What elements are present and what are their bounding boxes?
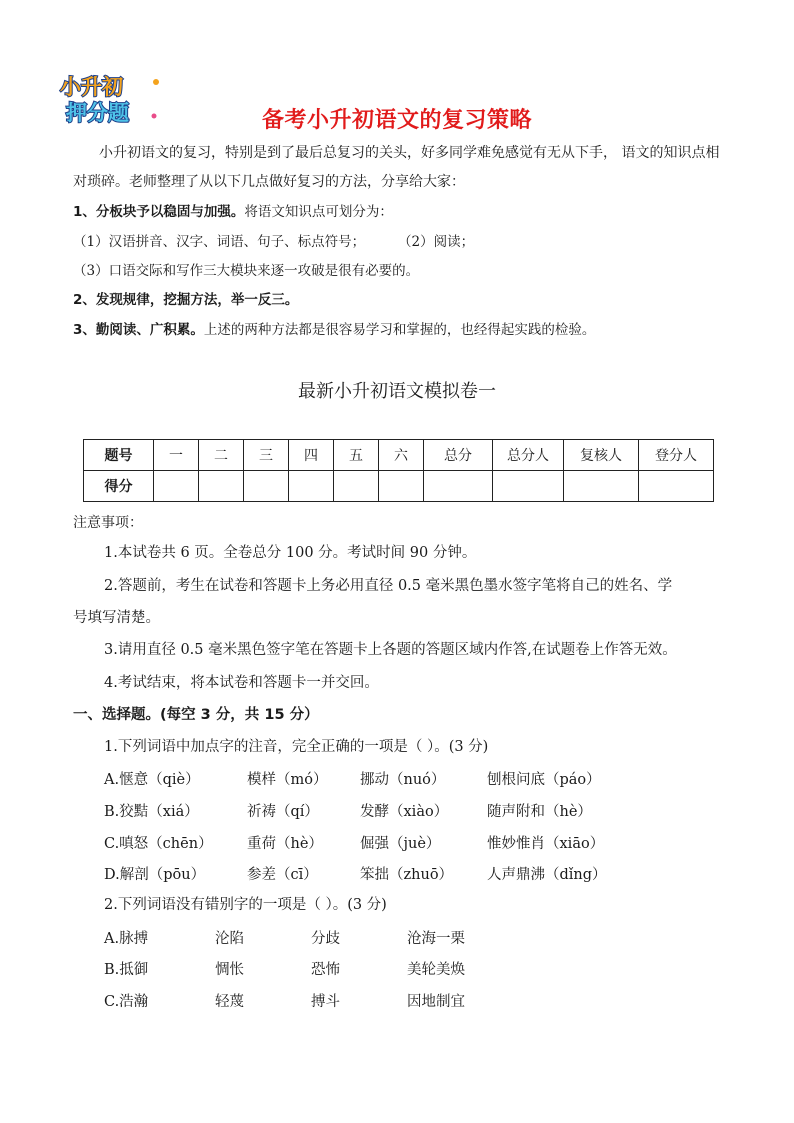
score-cell[interactable] [379,471,424,502]
score-cell[interactable] [334,471,379,502]
logo-line1: 小升初 [60,75,123,99]
tip-1-c: （3）口语交际和写作三大模块来逐一攻破是很有必要的。 [73,263,420,279]
section-1-heading: 一、选择题。(每空 3 分，共 15 分） [73,707,319,723]
score-cell[interactable] [244,471,289,502]
header-cell: 题号 [84,440,154,471]
score-cell[interactable] [564,471,639,502]
header-cell: 二 [199,440,244,471]
notice-item-4: 4.考试结束，将本试卷和答题卡一并交回。 [104,675,379,691]
q1-option-c-word: 重荷（hè） [247,836,323,852]
q2-option-a-word: 分歧 [311,931,340,947]
q1-option-d[interactable]: D.解剖（pōu） [104,867,206,883]
notice-item-3: 3.请用直径 0.5 毫米黑色签字笔在答题卡上各题的答题区域内作答,在试题卷上作答无效。 [104,642,677,658]
question-2-stem: 2.下列词语没有错别字的一项是（ ）。(3 分) [104,897,387,913]
header-cell: 六 [379,440,424,471]
tip-1-b: （2）阅读； [398,234,475,250]
tip-1 [73,202,393,222]
q1-option-c[interactable]: C.嗔怒（chēn） [104,836,213,852]
q2-option-b-word: 恐怖 [311,962,340,978]
header-cell: 总分人 [493,440,564,471]
score-cell[interactable] [639,471,714,502]
tip-3 [73,320,595,340]
q2-option-c-word: 搏斗 [311,994,340,1010]
q1-option-b-word: 发酵（xiào） [360,804,449,820]
score-cell[interactable] [493,471,564,502]
q2-option-c-word: 轻蔑 [215,994,244,1010]
score-row-label: 得分 [84,471,154,502]
score-table-score-row [84,471,714,502]
header-cell: 登分人 [639,440,714,471]
notice-item-2b: 号填写清楚。 [73,610,160,626]
header-cell: 五 [334,440,379,471]
intro-line-2: 对琐碎。老师整理了从以下几点做好复习的方法，分享给大家： [73,174,465,190]
header-cell: 总分 [424,440,493,471]
question-1-stem: 1.下列词语中加点字的注音，完全正确的一项是（ ）。(3 分) [104,739,489,755]
q2-option-b-word: 惆怅 [215,962,244,978]
header-cell: 一 [154,440,199,471]
exam-title: 最新小升初语文模拟卷一 [298,381,496,402]
score-cell[interactable] [424,471,493,502]
score-cell[interactable] [289,471,334,502]
logo-line2: 押分题 [66,101,129,125]
tip-3-bold: 3、勤阅读、广积累。 [73,322,204,338]
tip-3-rest: 上述的两种方法都是很容易学习和掌握的，也经得起实践的检验。 [203,322,596,338]
score-cell[interactable] [154,471,199,502]
q1-option-c-word: 倔强（juè） [360,836,441,852]
header-cell: 复核人 [564,440,639,471]
q1-option-b[interactable]: B.狡黠（xiá） [104,804,199,820]
score-table [83,439,714,502]
notice-item-1: 1.本试卷共 6 页。全卷总分 100 分。考试时间 90 分钟。 [104,545,477,561]
q1-option-a-word: 刨根问底（páo） [487,772,601,788]
q1-option-b-word: 随声附和（hè） [487,804,592,820]
q1-option-b-word: 祈祷（qí） [247,804,319,820]
q2-option-b-word: 美轮美焕 [407,962,465,978]
notice-heading: 注意事项： [73,515,143,531]
q2-option-c[interactable]: C.浩瀚 [104,994,149,1010]
q1-option-d-word: 参差（cī） [247,867,318,883]
tip-1-a: （1）汉语拼音、汉字、词语、句子、标点符号； [73,234,366,250]
q1-option-a-word: 挪动（nuó） [360,772,446,788]
q1-option-d-word: 人声鼎沸（dǐng） [487,867,607,883]
header-cell: 三 [244,440,289,471]
tip-1-rest: 将语文知识点可划分为： [244,204,393,220]
q2-option-b[interactable]: B.抵御 [104,962,149,978]
tip-2: 2、发现规律，挖掘方法，举一反三。 [73,292,299,308]
q2-option-a[interactable]: A.脉搏 [104,931,149,947]
score-cell[interactable] [199,471,244,502]
intro-line-1: 小升初语文的复习，特别是到了最后总复习的关头，好多同学难免感觉有无从下手， 语文的知识点相 [99,145,720,161]
q2-option-c-word: 因地制宜 [407,994,465,1010]
q1-option-a[interactable]: A.惬意（qiè） [104,772,200,788]
q1-option-c-word: 惟妙惟肖（xiāo） [487,836,605,852]
q2-option-a-word: 沧海一栗 [407,931,465,947]
notice-item-2a: 2.答题前，考生在试卷和答题卡上务必用直径 0.5 毫米黑色墨水签字笔将自己的姓名、学 [104,578,673,594]
header-cell: 四 [289,440,334,471]
q1-option-a-word: 模样（mó） [247,772,328,788]
tip-1-bold: 1、分板块予以稳固与加强。 [73,204,245,220]
q2-option-a-word: 沦陷 [215,931,244,947]
main-title: 备考小升初语文的复习策略 [261,108,532,133]
q1-option-d-word: 笨拙（zhuō） [360,867,454,883]
score-table-header-row [84,440,714,471]
